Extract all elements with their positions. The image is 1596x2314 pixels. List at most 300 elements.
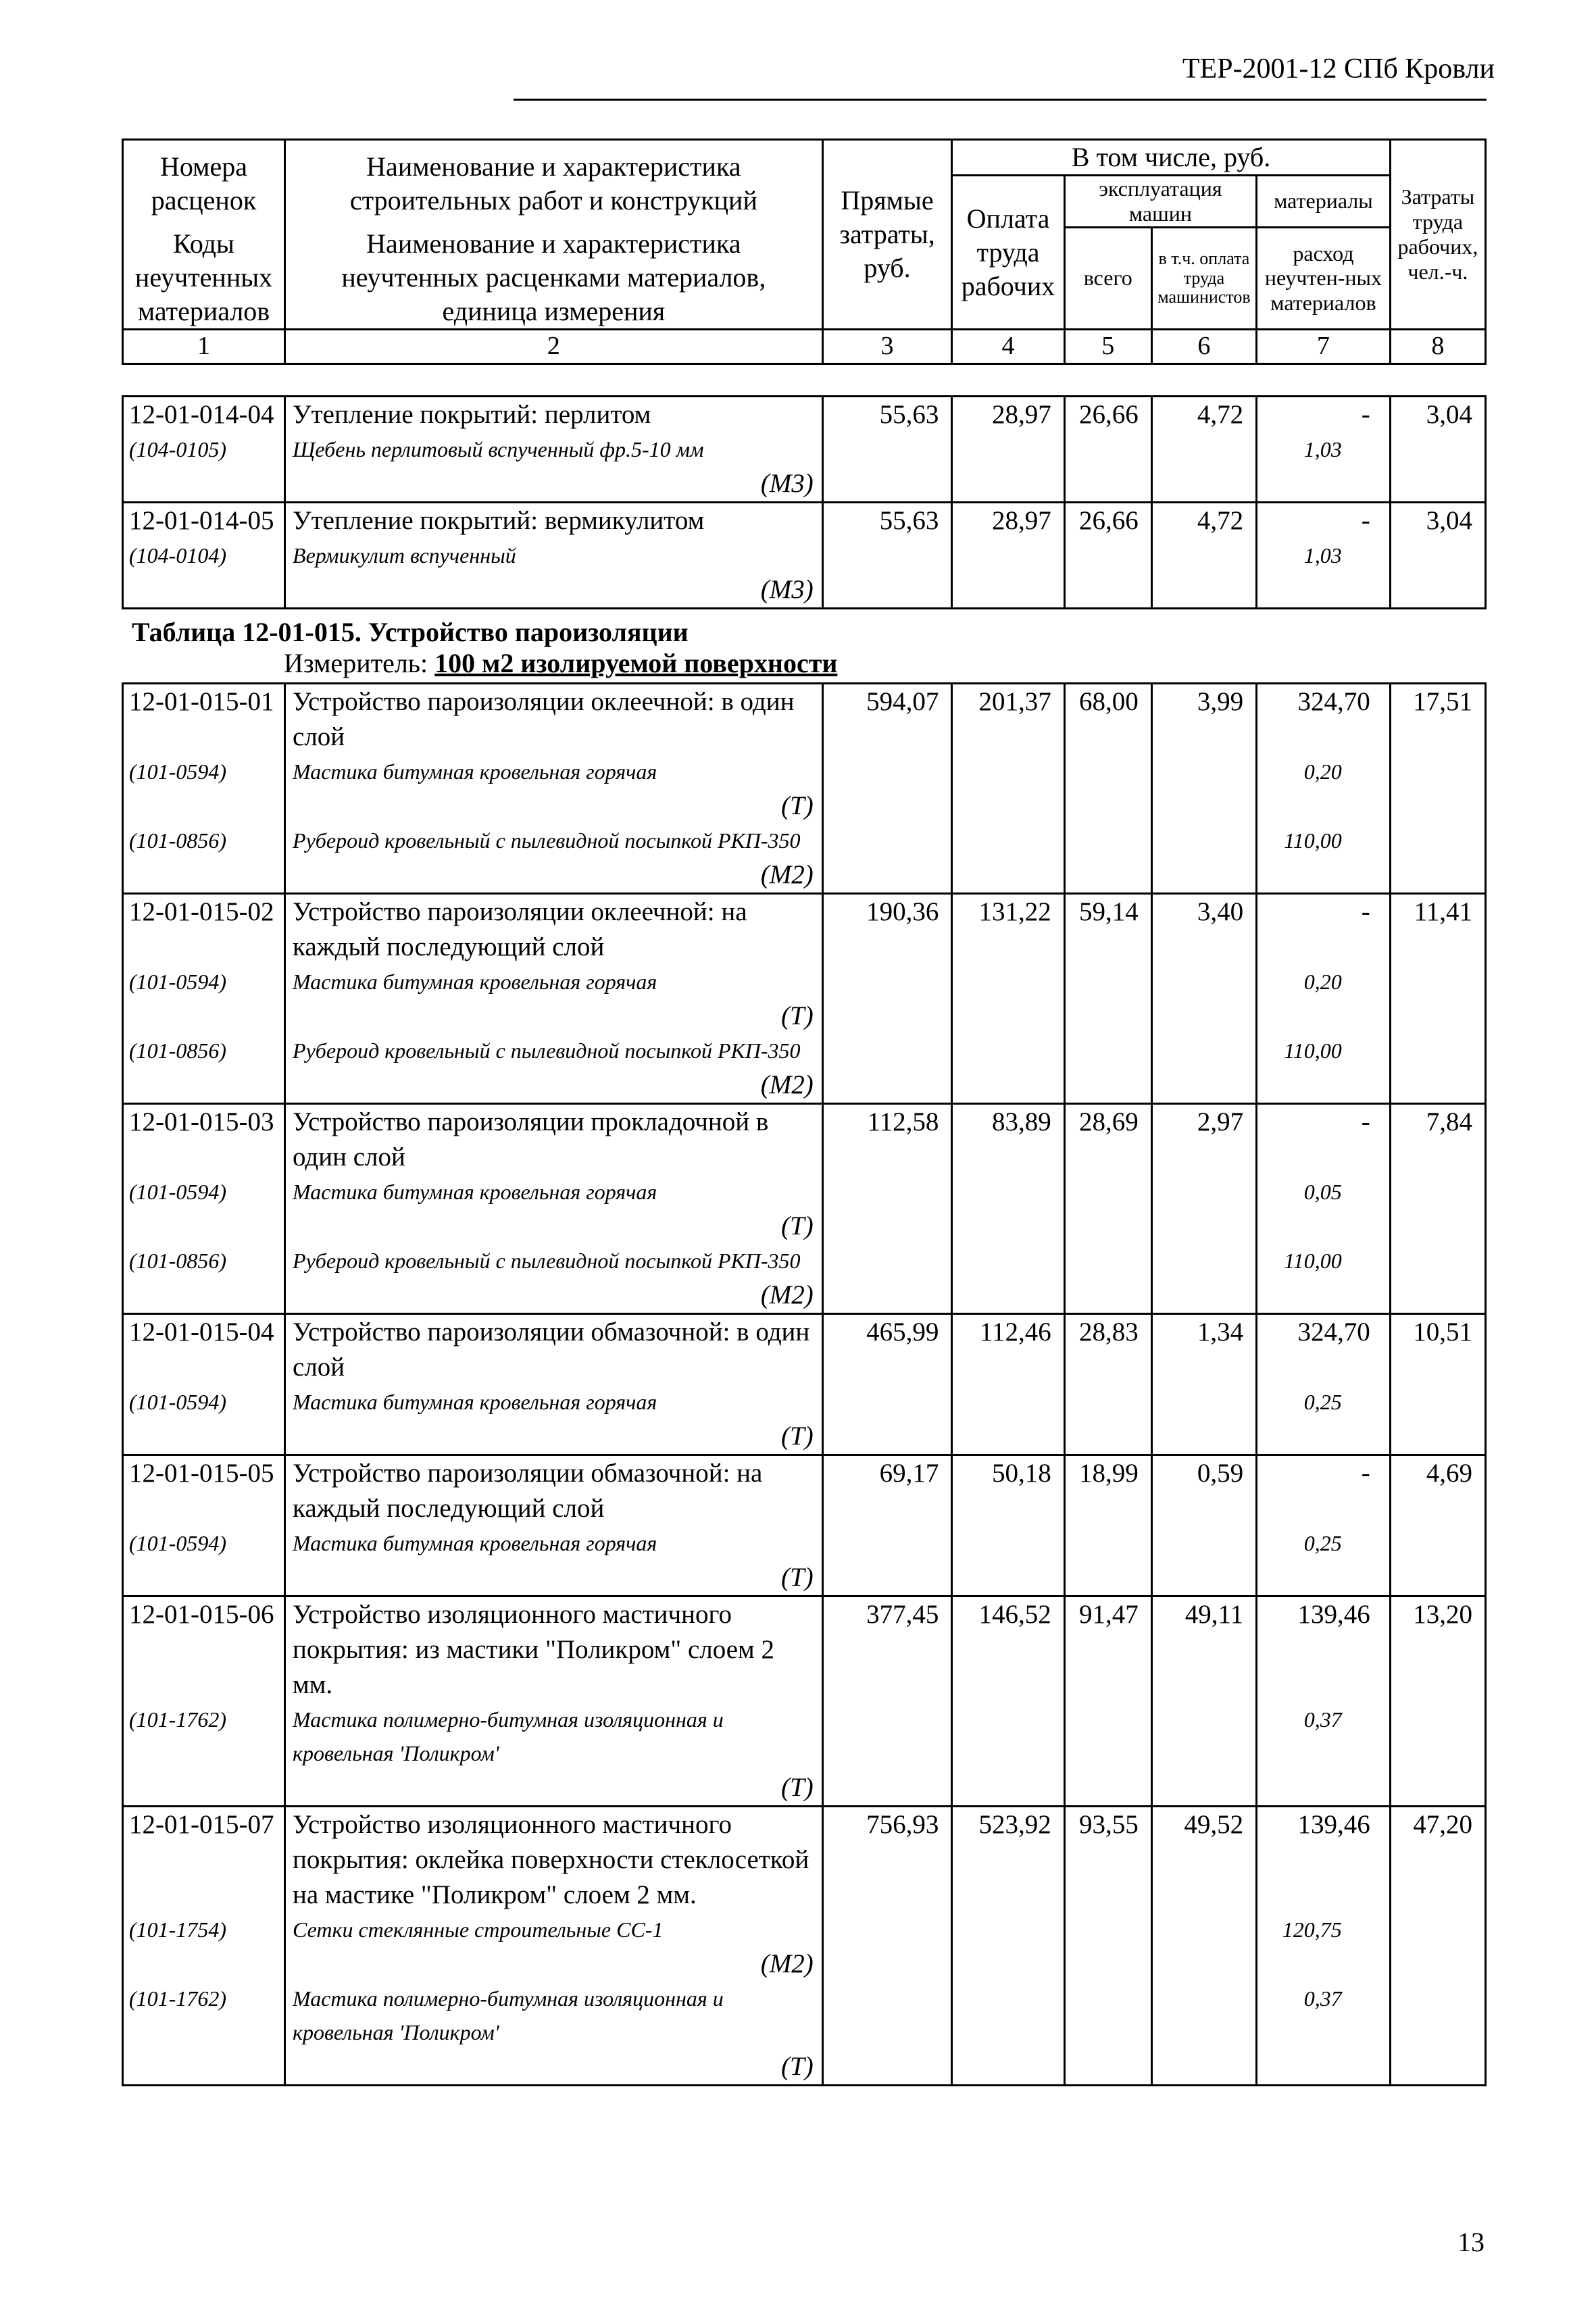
empty-cell <box>123 1946 285 1982</box>
material-consumption: 0,20 <box>1257 755 1391 788</box>
material-row <box>123 1175 1486 1209</box>
material-name: Рубероид кровельный с пылевидной посыпкой РКП-350 <box>285 1244 823 1278</box>
material-unit-row <box>123 1419 1486 1455</box>
empty-cell <box>822 2049 952 2086</box>
table-row <box>123 1596 1486 1703</box>
empty-cell <box>822 1385 952 1419</box>
empty-cell <box>1064 1913 1151 1946</box>
table-measure <box>284 647 837 679</box>
labor-pay: 201,37 <box>952 684 1064 755</box>
material-code: (101-0856) <box>123 1034 285 1067</box>
material-unit: (Т) <box>285 999 823 1034</box>
empty-cell <box>1151 824 1256 857</box>
measure-label: Измеритель: <box>284 648 435 678</box>
rate-code: 12-01-014-04 <box>123 397 285 433</box>
empty-cell <box>123 1770 285 1807</box>
empty-cell <box>1390 1385 1485 1419</box>
empty-cell <box>1257 2049 1391 2086</box>
empty-cell <box>822 1244 952 1278</box>
empty-cell <box>952 1770 1064 1807</box>
machines-total: 26,66 <box>1064 397 1151 433</box>
empty-cell <box>123 466 285 503</box>
labor-hours: 17,51 <box>1390 684 1485 755</box>
machinists-pay: 49,52 <box>1151 1807 1256 1913</box>
labor-pay: 112,46 <box>952 1314 1064 1386</box>
empty-cell <box>123 1209 285 1244</box>
empty-cell <box>822 788 952 824</box>
empty-cell <box>822 1770 952 1807</box>
labor-pay: 28,97 <box>952 503 1064 539</box>
work-name: Устройство пароизоляции обмазочной: на каждый последующий слой <box>285 1455 823 1527</box>
material-code: (101-0594) <box>123 1175 285 1209</box>
material-name: Мастика битумная кровельная горячая <box>285 965 823 999</box>
col7-header: расход неучтен-ных материалов <box>1257 227 1391 330</box>
empty-cell <box>1257 466 1391 503</box>
material-unit-row <box>123 1209 1486 1244</box>
empty-cell <box>952 857 1064 894</box>
empty-cell <box>1151 1209 1256 1244</box>
empty-cell <box>1064 466 1151 503</box>
empty-cell <box>1257 1419 1391 1455</box>
table-row <box>123 1807 1486 1913</box>
empty-cell <box>123 1419 285 1455</box>
empty-cell <box>1390 1244 1485 1278</box>
empty-cell <box>822 1419 952 1455</box>
empty-cell <box>1064 1034 1151 1067</box>
document-header-title: ТЕР-2001-12 СПб Кровли <box>1182 53 1495 84</box>
empty-cell <box>1151 857 1256 894</box>
material-name: Вермикулит вспученный <box>285 538 823 572</box>
material-unit-row <box>123 788 1486 824</box>
empty-cell <box>1151 1067 1256 1104</box>
material-unit-row <box>123 857 1486 894</box>
material-consumption: 120,75 <box>1257 1913 1391 1946</box>
material-unit-row <box>123 572 1486 609</box>
empty-cell <box>1064 1278 1151 1314</box>
empty-cell <box>822 1946 952 1982</box>
empty-cell <box>1064 1419 1151 1455</box>
empty-cell <box>1257 572 1391 609</box>
machinists-pay: 1,34 <box>1151 1314 1256 1386</box>
material-unit-row <box>123 1067 1486 1104</box>
empty-cell <box>1064 2049 1151 2086</box>
empty-cell <box>123 1278 285 1314</box>
empty-cell <box>822 466 952 503</box>
material-consumption: 0,37 <box>1257 1982 1391 2049</box>
direct-costs: 112,58 <box>822 1104 952 1176</box>
material-consumption: 0,20 <box>1257 965 1391 999</box>
material-consumption: 110,00 <box>1257 824 1391 857</box>
empty-cell <box>952 1913 1064 1946</box>
empty-cell <box>1257 1067 1391 1104</box>
empty-cell <box>1390 1419 1485 1455</box>
machines-total: 26,66 <box>1064 503 1151 539</box>
empty-cell <box>952 755 1064 788</box>
empty-cell <box>822 857 952 894</box>
labor-hours: 3,04 <box>1390 503 1485 539</box>
col1-top-header: Номера расценок <box>123 140 285 228</box>
material-name: Щебень перлитовый вспученный фр.5-10 мм <box>285 432 823 466</box>
empty-cell <box>1390 1034 1485 1067</box>
machinists-pay: 3,99 <box>1151 684 1256 755</box>
empty-cell <box>1064 999 1151 1034</box>
material-name: Мастика битумная кровельная горячая <box>285 1175 823 1209</box>
material-row <box>123 755 1486 788</box>
rate-code: 12-01-015-01 <box>123 684 285 755</box>
empty-cell <box>1390 432 1485 466</box>
materials-cost: - <box>1257 503 1391 539</box>
material-name: Рубероид кровельный с пылевидной посыпкой РКП-350 <box>285 1034 823 1067</box>
table-title: Таблица 12-01-015. Устройство пароизоляции <box>132 617 689 647</box>
column-number: 4 <box>952 330 1064 364</box>
empty-cell <box>1064 572 1151 609</box>
empty-cell <box>1064 755 1151 788</box>
empty-cell <box>952 1419 1064 1455</box>
material-code: (101-0594) <box>123 1385 285 1419</box>
material-consumption: 1,03 <box>1257 432 1391 466</box>
materials-cost: - <box>1257 1104 1391 1176</box>
material-unit-row <box>123 1770 1486 1807</box>
material-unit: (Т) <box>285 1419 823 1455</box>
labor-pay: 131,22 <box>952 894 1064 965</box>
direct-costs: 465,99 <box>822 1314 952 1386</box>
work-name: Устройство пароизоляции оклеечной: на каждый последующий слой <box>285 894 823 965</box>
empty-cell <box>1390 755 1485 788</box>
empty-cell <box>1064 788 1151 824</box>
material-consumption: 110,00 <box>1257 1244 1391 1278</box>
direct-costs: 55,63 <box>822 503 952 539</box>
empty-cell <box>822 1034 952 1067</box>
material-code: (101-0594) <box>123 965 285 999</box>
material-consumption: 1,03 <box>1257 538 1391 572</box>
empty-cell <box>123 1560 285 1596</box>
material-row <box>123 1244 1486 1278</box>
material-unit: (Т) <box>285 1560 823 1596</box>
material-unit-row <box>123 1278 1486 1314</box>
material-unit-row <box>123 999 1486 1034</box>
empty-cell <box>1151 1278 1256 1314</box>
material-row <box>123 1385 1486 1419</box>
empty-cell <box>822 824 952 857</box>
material-code: (104-0105) <box>123 432 285 466</box>
page-number: 13 <box>1457 2227 1485 2257</box>
empty-cell <box>1390 572 1485 609</box>
material-code: (101-1754) <box>123 1913 285 1946</box>
empty-cell <box>952 538 1064 572</box>
empty-cell <box>1390 1982 1485 2049</box>
empty-cell <box>1257 1278 1391 1314</box>
empty-cell <box>1151 1946 1256 1982</box>
empty-cell <box>952 1278 1064 1314</box>
material-unit: (М3) <box>285 572 823 609</box>
labor-pay: 83,89 <box>952 1104 1064 1176</box>
cost-breakdown-group-header: В том числе, руб. <box>952 140 1390 176</box>
material-name: Рубероид кровельный с пылевидной посыпкой РКП-350 <box>285 824 823 857</box>
empty-cell <box>1151 2049 1256 2086</box>
material-unit: (М2) <box>285 1278 823 1314</box>
material-unit-row <box>123 2049 1486 2086</box>
empty-cell <box>822 1175 952 1209</box>
column-number: 6 <box>1151 330 1256 364</box>
col3-header: Прямые затраты, руб. <box>822 140 952 330</box>
column-number: 2 <box>285 330 823 364</box>
empty-cell <box>1390 2049 1485 2086</box>
labor-hours: 10,51 <box>1390 1314 1485 1386</box>
materials-cost: - <box>1257 1455 1391 1527</box>
material-unit-row <box>123 466 1486 503</box>
empty-cell <box>822 965 952 999</box>
empty-cell <box>1064 432 1151 466</box>
work-name: Устройство изоляционного мастичного покрытия: из мастики "Поликром" слоем 2 мм. <box>285 1596 823 1703</box>
materials-cost: 324,70 <box>1257 1314 1391 1386</box>
empty-cell <box>952 1526 1064 1560</box>
labor-hours: 47,20 <box>1390 1807 1485 1913</box>
labor-hours: 4,69 <box>1390 1455 1485 1527</box>
header-rule <box>514 99 1487 101</box>
empty-cell <box>1064 1385 1151 1419</box>
material-row <box>123 1913 1486 1946</box>
machinists-pay: 4,72 <box>1151 503 1256 539</box>
empty-cell <box>1151 1560 1256 1596</box>
empty-cell <box>1257 857 1391 894</box>
material-row <box>123 432 1486 466</box>
empty-cell <box>1390 1209 1485 1244</box>
empty-cell <box>822 1209 952 1244</box>
empty-cell <box>822 999 952 1034</box>
empty-cell <box>123 788 285 824</box>
material-consumption: 0,25 <box>1257 1526 1391 1560</box>
machines-total: 59,14 <box>1064 894 1151 965</box>
empty-cell <box>1064 1770 1151 1807</box>
empty-cell <box>1151 755 1256 788</box>
empty-cell <box>822 1703 952 1770</box>
materials-cost: - <box>1257 397 1391 433</box>
empty-cell <box>1064 1560 1151 1596</box>
empty-cell <box>123 1067 285 1104</box>
table-row <box>123 894 1486 965</box>
material-unit-row <box>123 1946 1486 1982</box>
col2-top-header: Наименование и характеристика строительных работ и конструкций <box>285 140 823 228</box>
empty-cell <box>123 857 285 894</box>
column-number: 3 <box>822 330 952 364</box>
material-name: Мастика полимерно-битумная изоляционная и кровельная 'Поликром' <box>285 1703 823 1770</box>
material-row <box>123 1703 1486 1770</box>
empty-cell <box>1390 1560 1485 1596</box>
empty-cell <box>1151 466 1256 503</box>
table-row <box>123 397 1486 433</box>
material-consumption: 0,25 <box>1257 1385 1391 1419</box>
empty-cell <box>952 1067 1064 1104</box>
rate-code: 12-01-015-06 <box>123 1596 285 1703</box>
machinists-pay: 49,11 <box>1151 1596 1256 1703</box>
machines-total: 93,55 <box>1064 1807 1151 1913</box>
rate-code: 12-01-014-05 <box>123 503 285 539</box>
material-code: (104-0104) <box>123 538 285 572</box>
direct-costs: 594,07 <box>822 684 952 755</box>
empty-cell <box>952 432 1064 466</box>
direct-costs: 756,93 <box>822 1807 952 1913</box>
material-name: Мастика битумная кровельная горячая <box>285 1385 823 1419</box>
rate-code: 12-01-015-02 <box>123 894 285 965</box>
empty-cell <box>1064 1175 1151 1209</box>
empty-cell <box>1064 965 1151 999</box>
empty-cell <box>822 432 952 466</box>
material-code: (101-1762) <box>123 1982 285 2049</box>
empty-cell <box>1151 1770 1256 1807</box>
table-row <box>123 1455 1486 1527</box>
col5-header: всего <box>1064 227 1151 330</box>
empty-cell <box>1390 965 1485 999</box>
empty-cell <box>952 1946 1064 1982</box>
material-unit: (М2) <box>285 857 823 894</box>
empty-cell <box>822 1278 952 1314</box>
empty-cell <box>123 572 285 609</box>
empty-cell <box>1151 1913 1256 1946</box>
col2-bottom-header: Наименование и характеристика неучтенных расценками материалов, единица измерения <box>285 227 823 330</box>
empty-cell <box>952 1703 1064 1770</box>
empty-cell <box>123 2049 285 2086</box>
materials-cost: 139,46 <box>1257 1807 1391 1913</box>
empty-cell <box>952 1385 1064 1419</box>
empty-cell <box>952 1244 1064 1278</box>
empty-cell <box>1257 1946 1391 1982</box>
empty-cell <box>1257 788 1391 824</box>
rate-code: 12-01-015-03 <box>123 1104 285 1176</box>
empty-cell <box>1151 1526 1256 1560</box>
material-code: (101-0594) <box>123 755 285 788</box>
empty-cell <box>1064 857 1151 894</box>
measure-value: 100 м2 изолируемой поверхности <box>434 648 838 678</box>
empty-cell <box>1390 1067 1485 1104</box>
rate-code: 12-01-015-04 <box>123 1314 285 1386</box>
table-row <box>123 684 1486 755</box>
material-row <box>123 1526 1486 1560</box>
material-name: Мастика полимерно-битумная изоляционная и кровельная 'Поликром' <box>285 1982 823 2049</box>
empty-cell <box>1064 824 1151 857</box>
material-unit: (Т) <box>285 2049 823 2086</box>
material-unit: (М3) <box>285 466 823 503</box>
empty-cell <box>1064 1946 1151 1982</box>
empty-cell <box>1151 1419 1256 1455</box>
machines-total: 91,47 <box>1064 1596 1151 1703</box>
empty-cell <box>822 755 952 788</box>
empty-cell <box>822 1526 952 1560</box>
empty-cell <box>1064 1209 1151 1244</box>
material-row <box>123 965 1486 999</box>
machinists-pay: 0,59 <box>1151 1455 1256 1527</box>
empty-cell <box>952 1982 1064 2049</box>
material-consumption: 110,00 <box>1257 1034 1391 1067</box>
work-name: Устройство пароизоляции прокладочной в один слой <box>285 1104 823 1176</box>
empty-cell <box>952 999 1064 1034</box>
material-code: (101-0856) <box>123 824 285 857</box>
empty-cell <box>1390 466 1485 503</box>
empty-cell <box>1257 1209 1391 1244</box>
material-unit: (М2) <box>285 1067 823 1104</box>
empty-cell <box>1390 1526 1485 1560</box>
table-12-01-014 <box>122 395 1487 609</box>
col1-bottom-header: Коды неучтенных материалов <box>123 227 285 330</box>
table-row <box>123 1104 1486 1176</box>
labor-pay: 28,97 <box>952 397 1064 433</box>
material-code: (101-0856) <box>123 1244 285 1278</box>
material-unit-row <box>123 1560 1486 1596</box>
empty-cell <box>1390 857 1485 894</box>
labor-pay: 523,92 <box>952 1807 1064 1913</box>
empty-cell <box>822 1982 952 2049</box>
materials-cost: 324,70 <box>1257 684 1391 755</box>
labor-hours: 7,84 <box>1390 1104 1485 1176</box>
direct-costs: 190,36 <box>822 894 952 965</box>
empty-cell <box>1151 572 1256 609</box>
empty-cell <box>1064 1982 1151 2049</box>
empty-cell <box>1151 788 1256 824</box>
work-name: Устройство пароизоляции оклеечной: в один слой <box>285 684 823 755</box>
material-name: Мастика битумная кровельная горячая <box>285 1526 823 1560</box>
empty-cell <box>1151 538 1256 572</box>
empty-cell <box>1064 1703 1151 1770</box>
material-row <box>123 1982 1486 2049</box>
material-row <box>123 1034 1486 1067</box>
materials-cost: - <box>1257 894 1391 965</box>
empty-cell <box>1390 999 1485 1034</box>
table-12-01-015 <box>122 682 1487 2086</box>
material-consumption: 0,05 <box>1257 1175 1391 1209</box>
labor-pay: 50,18 <box>952 1455 1064 1527</box>
empty-cell <box>822 1560 952 1596</box>
direct-costs: 377,45 <box>822 1596 952 1703</box>
material-unit: (Т) <box>285 1770 823 1807</box>
empty-cell <box>123 999 285 1034</box>
column-header-table <box>122 139 1487 365</box>
empty-cell <box>1390 788 1485 824</box>
material-unit: (Т) <box>285 1209 823 1244</box>
empty-cell <box>1390 1913 1485 1946</box>
empty-cell <box>1390 538 1485 572</box>
empty-cell <box>1151 1982 1256 2049</box>
material-code: (101-1762) <box>123 1703 285 1770</box>
empty-cell <box>952 788 1064 824</box>
machinists-pay: 3,40 <box>1151 894 1256 965</box>
empty-cell <box>1064 538 1151 572</box>
col8-header: Затраты труда рабочих, чел.-ч. <box>1390 140 1485 330</box>
material-code: (101-0594) <box>123 1526 285 1560</box>
empty-cell <box>952 1209 1064 1244</box>
table-row <box>123 1314 1486 1386</box>
work-name: Утепление покрытий: перлитом <box>285 397 823 433</box>
labor-hours: 11,41 <box>1390 894 1485 965</box>
empty-cell <box>822 572 952 609</box>
empty-cell <box>1151 965 1256 999</box>
empty-cell <box>1151 1175 1256 1209</box>
empty-cell <box>1257 1560 1391 1596</box>
empty-cell <box>1151 1244 1256 1278</box>
materials-cost: 139,46 <box>1257 1596 1391 1703</box>
empty-cell <box>1064 1067 1151 1104</box>
table-row <box>123 503 1486 539</box>
empty-cell <box>1390 1278 1485 1314</box>
material-name: Мастика битумная кровельная горячая <box>285 755 823 788</box>
direct-costs: 55,63 <box>822 397 952 433</box>
material-consumption: 0,37 <box>1257 1703 1391 1770</box>
col4-header: Оплата труда рабочих <box>952 176 1064 330</box>
materials-group-header: материалы <box>1257 176 1391 228</box>
empty-cell <box>1064 1526 1151 1560</box>
material-row <box>123 538 1486 572</box>
col6-header: в т.ч. оплата труда машинистов <box>1151 227 1256 330</box>
empty-cell <box>1064 1244 1151 1278</box>
empty-cell <box>952 1175 1064 1209</box>
